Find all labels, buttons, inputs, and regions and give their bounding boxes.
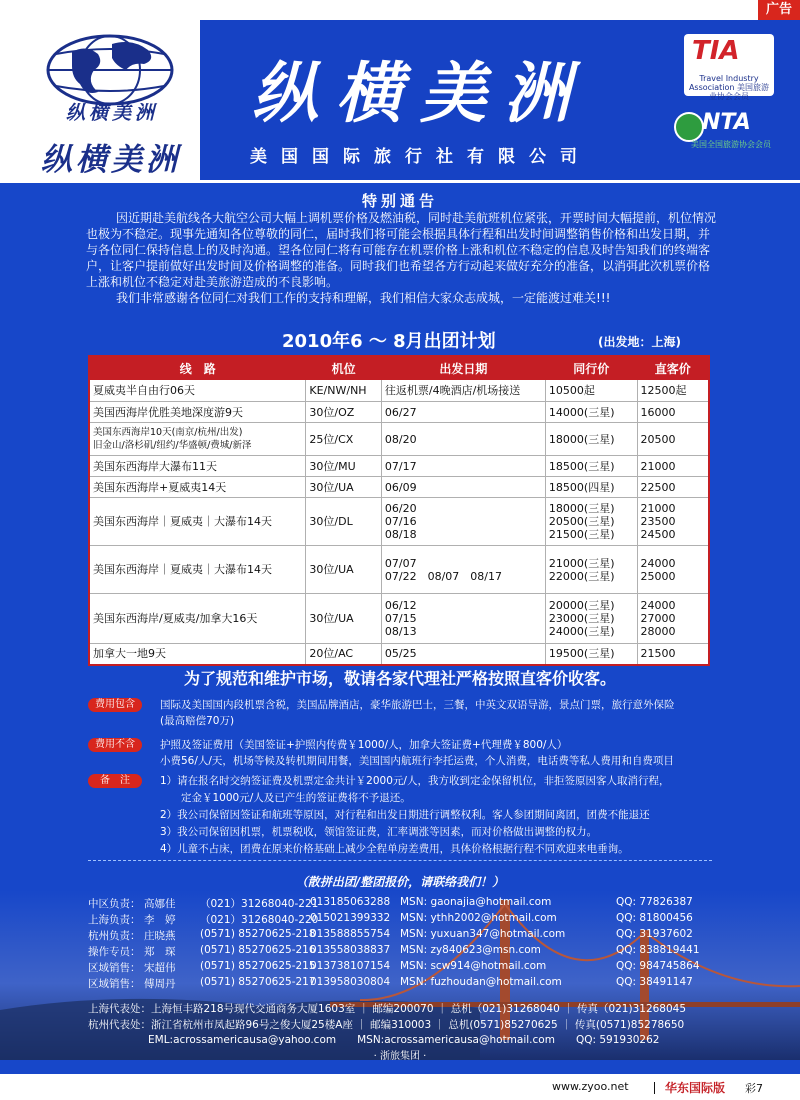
contact-msn[interactable]: MSN: ythh2002@hotmail.com: [400, 912, 557, 924]
notice-body: [86, 210, 716, 306]
contact-name: 宋超伟: [144, 962, 176, 974]
table-row: [89, 644, 709, 665]
contact-role: 上海负责：: [88, 914, 141, 926]
logo-small-text: 纵横美洲: [65, 102, 158, 124]
direct-price-cell: 21000: [637, 456, 709, 477]
dates-cell: 06/27: [381, 402, 545, 423]
contact-role: 中区负责：: [88, 898, 141, 910]
contact-qq[interactable]: QQ: 77826387: [616, 896, 693, 908]
notes-tag: 备 注: [88, 774, 142, 788]
contact-mobile: 013558038837: [310, 944, 391, 956]
brand-subtitle: 美国国际旅行社有限公司: [250, 147, 591, 167]
dates-cell: 06/20 07/16 08/18: [381, 498, 545, 546]
col-dates: 出发日期: [381, 356, 545, 380]
route-cell: 美国东西海岸｜夏威夷｜大瀑布14天: [89, 546, 306, 594]
contact-name: 庄晓燕: [144, 930, 176, 942]
col-route: 线 路: [89, 356, 306, 380]
excluded-tag: 费用不含: [88, 738, 142, 752]
contact-name: 李 婷: [144, 914, 176, 926]
nta-badge: [672, 106, 772, 168]
contact-mobile: 013958030804: [310, 976, 391, 988]
contact-phone: (0571) 85270625-217: [200, 976, 316, 988]
tour-plan-table: [88, 355, 710, 666]
footer-page: 彩7: [745, 1082, 763, 1095]
notes-text: [160, 773, 740, 858]
contact-name: 高娜佳: [144, 898, 176, 910]
peer-price-cell: 21000(三星) 22000(三星): [545, 546, 637, 594]
contact-role: 区域销售：: [88, 962, 141, 974]
section-divider: [88, 860, 712, 861]
route-cell: 美国东西海岸｜夏威夷｜大瀑布14天: [89, 498, 306, 546]
contact-phone: （021）31268040-220: [200, 914, 319, 926]
contact-qq[interactable]: QQ: 838819441: [616, 944, 700, 956]
dates-cell: 05/25: [381, 644, 545, 665]
contact-msn[interactable]: MSN: scw914@hotmail.com: [400, 960, 547, 972]
contact-mobile: 013185063288: [310, 896, 391, 908]
dates-cell: 往返机票/4晚酒店/机场接送: [381, 380, 545, 402]
contact-qq[interactable]: QQ: 984745864: [616, 960, 700, 972]
hangzhou-office: 杭州代表处：浙江省杭州市凤起路96号之俊大厦25楼A座 ｜ 邮编310003 ｜ 总机(0571)85270625 ｜ 传真(0571)85278650: [88, 1019, 685, 1031]
route-cell: 加拿大一地9天: [89, 644, 306, 665]
contact-phone: (0571) 85270625-215: [200, 960, 316, 972]
seat-cell: KE/NW/NH: [306, 380, 381, 402]
plan-title: 2010年6 ～ 8月出团计划: [282, 331, 496, 352]
included-text: [160, 697, 740, 729]
nta-globe-icon: [674, 112, 704, 142]
rule-line: 国际及美国国内段机票含税，美国品牌酒店，豪华旅游巴士，三餐，中英文双语导游，景点门票，旅行意外保险: [160, 699, 675, 711]
shanghai-office: 上海代表处：上海恒丰路218号现代交通商务大厦1603室 ｜ 邮编200070 ｜ 总机（021)31268040 ｜ 传真（021)31268045: [88, 1003, 687, 1015]
peer-price-cell: 18500(四星): [545, 477, 637, 498]
direct-price-cell: 16000: [637, 402, 709, 423]
contact-phone: (0571) 85270625-216: [200, 944, 316, 956]
excluded-text: [160, 737, 740, 769]
direct-price-cell: 22500: [637, 477, 709, 498]
contact-mobile: 013738107154: [310, 960, 391, 972]
page-footer: [0, 1074, 800, 1100]
rule-line: 2）我公司保留因签证和航班等原因，对行程和出发日期进行调整权利。客人参团期间离团，团费不能退还: [160, 809, 650, 821]
rule-line: 3）我公司保留因机票，机票税收，领馆签证费，汇率调涨等因素，而对价格做出调整的权力。: [160, 826, 598, 838]
group-label: · 浙旅集团 ·: [373, 1051, 427, 1062]
contact-role: 区域销售：: [88, 978, 141, 990]
contact-msn[interactable]: MSN: gaonajia@hotmail.com: [400, 896, 552, 908]
table-row: [89, 498, 709, 546]
seat-cell: 30位/UA: [306, 594, 381, 644]
table-row: [89, 402, 709, 423]
direct-price-cell: 21500: [637, 644, 709, 665]
contact-phone: (0571) 85270625-218: [200, 928, 316, 940]
contact-mobile: 013588855754: [310, 928, 391, 940]
notice-title: 特别通告: [361, 192, 438, 210]
footer-edition: 华东国际版: [665, 1081, 726, 1095]
contact-name: 郑 琛: [144, 946, 176, 958]
contact-row: [88, 976, 708, 992]
ad-tag: 广告: [758, 0, 800, 20]
table-row: [89, 456, 709, 477]
direct-price-cell: 24000 25000: [637, 546, 709, 594]
footer-divider: [654, 1082, 655, 1094]
peer-price-cell: 18000(三星): [545, 423, 637, 456]
route-cell: 美国东西海岸+夏威夷14天: [89, 477, 306, 498]
contact-row: [88, 944, 708, 960]
peer-price-cell: 20000(三星) 23000(三星) 24000(三星): [545, 594, 637, 644]
contact-row: [88, 960, 708, 976]
tia-badge: [684, 34, 774, 101]
included-tag: 费用包含: [88, 698, 142, 712]
contact-qq[interactable]: QQ: 38491147: [616, 976, 693, 988]
contact-msn[interactable]: MSN: yuxuan347@hotmail.com: [400, 928, 566, 940]
peer-price-cell: 18500(三星): [545, 456, 637, 477]
peer-price-cell: 18000(三星) 20500(三星) 21500(三星): [545, 498, 637, 546]
plan-departure: (出发地：上海): [598, 335, 681, 349]
rule-line: 定金￥1000元/人及已产生的签证费将不予退还。: [160, 792, 411, 804]
contact-msn[interactable]: MSN: zy840623@msn.com: [400, 944, 541, 956]
dates-cell: 07/17: [381, 456, 545, 477]
nta-logo-icon: NTA: [702, 110, 751, 135]
seat-cell: 30位/OZ: [306, 402, 381, 423]
nta-caption: 美国全国旅游协会会员: [691, 140, 771, 149]
tia-caption: Travel Industry Association 美国旅游业协会会员: [688, 74, 770, 101]
rule-line: 4）儿童不占床，团费在原来价格基础上减少全程单房差费用，具体价格根据行程不同欢迎来电垂询。: [160, 843, 629, 855]
col-direct-price: 直客价: [637, 356, 709, 380]
rule-line: 小费56/人/天，机场等候及转机期间用餐，美国国内航班行李托运费，个人消费，电话费等私人费用和自费项目: [160, 755, 674, 767]
tia-logo-icon: TIA: [692, 36, 740, 66]
seat-cell: 25位/CX: [306, 423, 381, 456]
contact-role: 操作专员：: [88, 946, 141, 958]
contact-qq[interactable]: QQ: 81800456: [616, 912, 693, 924]
seat-cell: 20位/AC: [306, 644, 381, 665]
contact-phone: （021）31268040-221: [200, 898, 319, 910]
contact-row: [88, 928, 708, 944]
direct-price-cell: 12500起: [637, 380, 709, 402]
table-row: [89, 477, 709, 498]
brand-title: 纵横美洲: [252, 54, 588, 132]
route-cell: 美国东西海岸10天(南京/杭州/出发) 旧金山/洛杉矶/纽约/华盛顿/费城/新泽: [89, 423, 306, 456]
seat-cell: 30位/MU: [306, 456, 381, 477]
direct-price-cell: 24000 27000 28000: [637, 594, 709, 644]
rule-line: 1）请在报名时交纳签证费及机票定金共计￥2000元/人，我方收到定金保留机位，非拒签原因客人取消行程，: [160, 775, 670, 787]
dates-cell: 07/07 07/22 08/07 08/17: [381, 546, 545, 594]
notice-paragraph: 我们非常感谢各位同仁对我们工作的支持和理解，我们相信大家众志成城，一定能渡过难关!!!: [116, 291, 611, 305]
dates-cell: 08/20: [381, 423, 545, 456]
table-header-row: [89, 356, 709, 380]
seat-cell: 30位/DL: [306, 498, 381, 546]
notice-paragraph: 因近期赴美航线各大航空公司大幅上调机票价格及燃油税，同时赴美航班机位紧张，开票时间大幅提前，机位情况也极为不稳定。现事先通知各位尊敬的同仁，届时我们将可能会根据具体行程和出发时间调整销售价格和出发日期，并与各位同仁保持信息上的及时沟通。望各位同仁将有可能存在机票价格上涨和机位不稳定的信息及时告知我们的终端客户，让客户提前做好出发时间及价格调整的准备。同时我们也希望各方行动起来做好充分的准备，以消弭此次机票价格上涨和机位不稳定对赴美旅游造成的不良影响。: [86, 211, 717, 289]
contact-name: 傅周丹: [144, 978, 176, 990]
col-seat: 机位: [306, 356, 381, 380]
route-cell: 美国西海岸优胜美地深度游9天: [89, 402, 306, 423]
rules-headline: 为了规范和维护市场，敬请各家代理社严格按照直客价收客。: [183, 669, 616, 688]
contact-row: [88, 912, 708, 928]
contact-heading: （散拼出团/整团报价，请联络我们！）: [295, 875, 505, 889]
peer-price-cell: 19500(三星): [545, 644, 637, 665]
route-cell: 美国东西海岸/夏威夷/加拿大16天: [89, 594, 306, 644]
dates-cell: 06/12 07/15 08/13: [381, 594, 545, 644]
contact-mobile: 015021399332: [310, 912, 391, 924]
contact-qq[interactable]: QQ: 31937602: [616, 928, 693, 940]
footer-site[interactable]: www.zyoo.net: [552, 1080, 629, 1093]
route-cell: 夏威夷半自由行06天: [89, 380, 306, 402]
direct-price-cell: 21000 23500 24500: [637, 498, 709, 546]
company-logo: [20, 16, 200, 180]
table-row: [89, 546, 709, 594]
col-peer-price: 同行价: [545, 356, 637, 380]
peer-price-cell: 10500起: [545, 380, 637, 402]
table-row: [89, 380, 709, 402]
contact-role: 杭州负责：: [88, 930, 141, 942]
dates-cell: 06/09: [381, 477, 545, 498]
rule-line: (最高赔偿70万): [160, 715, 235, 727]
table-row: [89, 594, 709, 644]
contact-row: [88, 896, 708, 912]
direct-price-cell: 20500: [637, 423, 709, 456]
seat-cell: 30位/UA: [306, 546, 381, 594]
route-cell: 美国东西海岸大瀑布11天: [89, 456, 306, 477]
table-row: [89, 423, 709, 456]
peer-price-cell: 14000(三星): [545, 402, 637, 423]
contact-msn[interactable]: MSN: fuzhoudan@hotmail.com: [400, 976, 562, 988]
seat-cell: 30位/UA: [306, 477, 381, 498]
rule-line: 护照及签证费用（美国签证+护照内传费￥1000/人，加拿大签证费+代理费￥800/人）: [160, 739, 568, 751]
logo-big-text: 纵横美洲: [41, 142, 181, 178]
email-line: EML:acrossamericausa@yahoo.com MSN:acrossamericausa@hotmail.com QQ: 591930262: [148, 1034, 660, 1046]
